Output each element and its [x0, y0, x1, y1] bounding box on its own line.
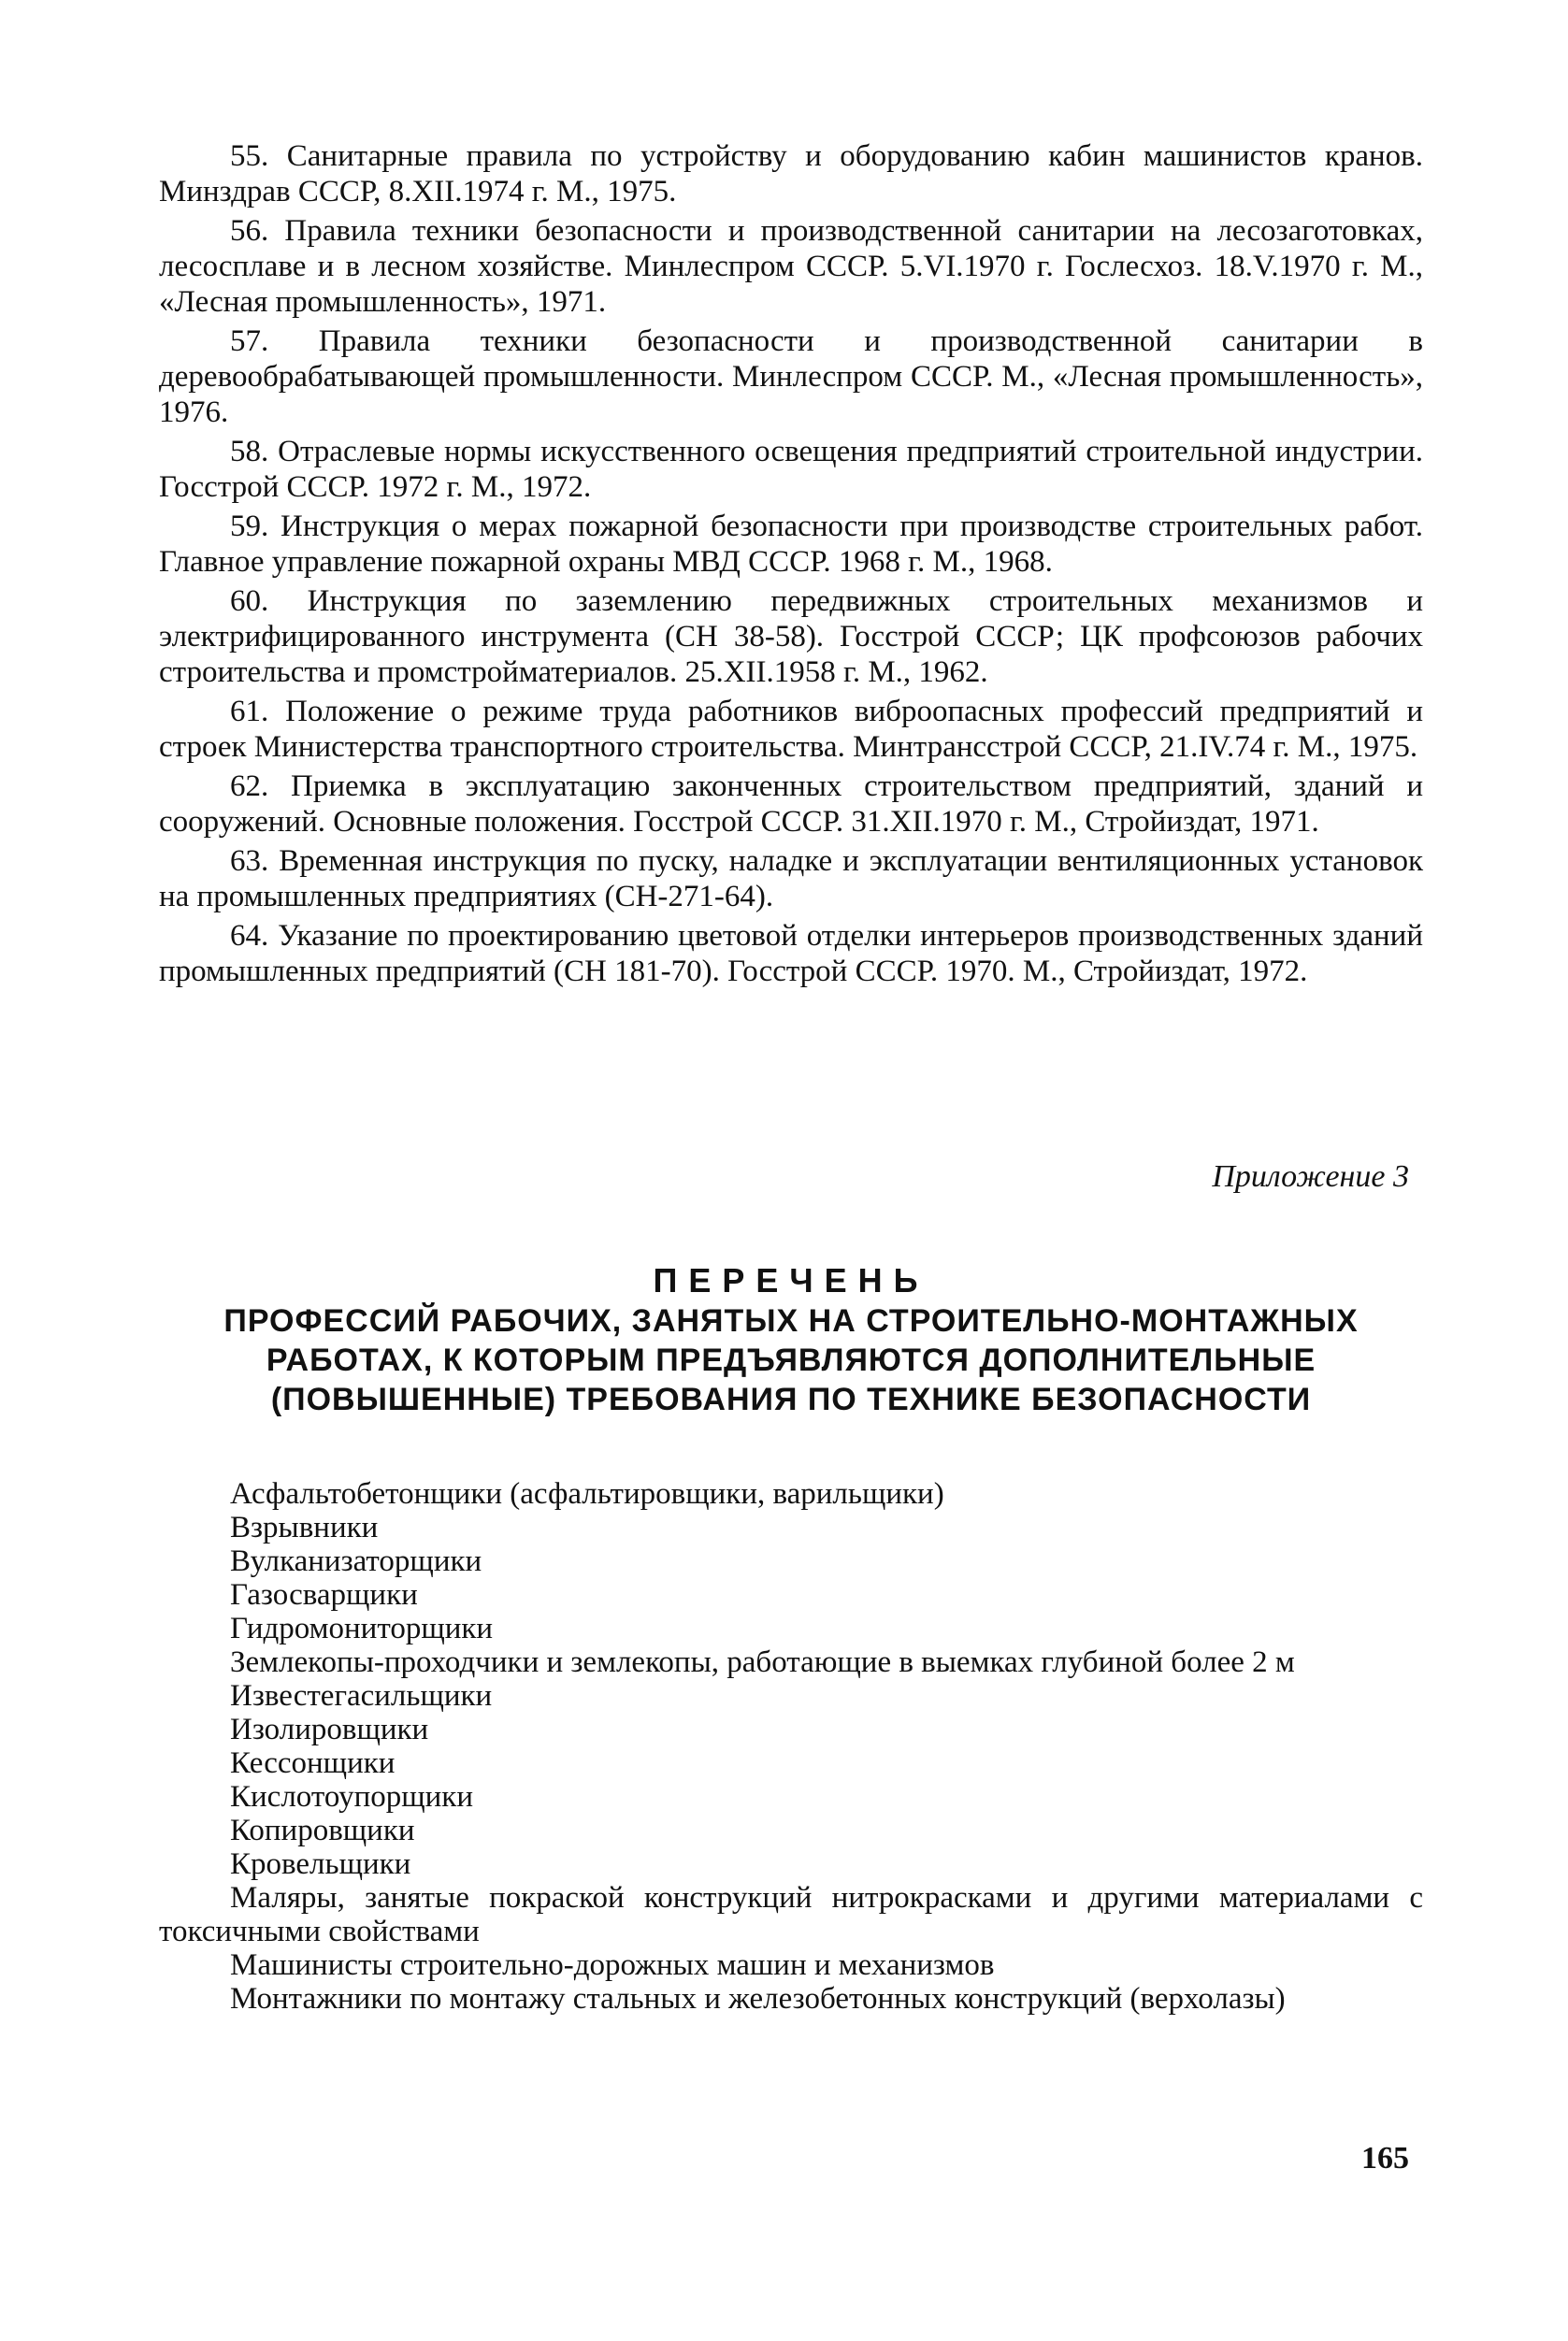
profession-item: Копировщики: [230, 1814, 415, 1847]
reference-item: 61. Положение о режиме труда работников виброопасных профессий предприятий и строек Министерства транспортного строительства. Минтрансстрой СССР, 21.IV.74 г. М., 1975.: [159, 695, 1423, 764]
profession-item: Газосварщики: [230, 1578, 418, 1612]
references-section: [159, 138, 1423, 993]
reference-item: 64. Указание по проектированию цветовой отделки интерьеров производственных зданий промышленных предприятий (СН 181-70). Госстрой СССР. 1970. М., Стройиздат, 1972.: [159, 919, 1423, 988]
profession-item: Изолировщики: [230, 1713, 429, 1746]
professions-list: [159, 1477, 1423, 2016]
reference-item: 62. Приемка в эксплуатацию законченных строительством предприятий, зданий и сооружений. Основные положения. Госстрой СССР. 31.XII.1970 г. М., Стройиздат, 1971.: [159, 769, 1423, 839]
heading-subtitle-line: (ПОВЫШЕННЫЕ) ТРЕБОВАНИЯ ПО ТЕХНИКЕ БЕЗОПАСНОСТИ: [270, 1382, 1312, 1417]
reference-item: 63. Временная инструкция по пуску, наладке и эксплуатации вентиляционных установок на промышленных предприятиях (СН-271-64).: [159, 844, 1423, 913]
page-number: 165: [1361, 2141, 1409, 2176]
profession-item: Машинисты строительно-дорожных машин и механизмов: [230, 1948, 995, 1982]
reference-item: 58. Отраслевые нормы искусственного освещения предприятий строительной индустрии. Госстрой СССР. 1972 г. М., 1972.: [159, 435, 1423, 504]
reference-item: 55. Санитарные правила по устройству и оборудованию кабин машинистов кранов. Минздрав СССР, 8.XII.1974 г. М., 1975.: [159, 139, 1423, 208]
profession-item: Асфальтобетонщики (асфальтировщики, варильщики): [230, 1477, 944, 1511]
heading-subtitle-line: ПРОФЕССИЙ РАБОЧИХ, ЗАНЯТЫХ НА СТРОИТЕЛЬНО-МОНТАЖНЫХ: [223, 1303, 1359, 1339]
section-heading: [159, 1260, 1423, 1419]
profession-item: Гидромониторщики: [230, 1612, 494, 1645]
profession-item: Известегасильщики: [230, 1679, 493, 1713]
appendix-label: Приложение 3: [1212, 1159, 1409, 1194]
heading-title: ПЕРЕЧЕНЬ: [653, 1261, 929, 1300]
profession-item: Кислотоупорщики: [230, 1780, 474, 1814]
profession-item: Землекопы-проходчики и землекопы, работающие в выемках глубиной более 2 м: [230, 1645, 1295, 1679]
profession-item: Маляры, занятые покраской конструкций нитрокрасками и другими материалами с токсичными свойствами: [159, 1881, 1423, 1948]
profession-item: Взрывники: [230, 1511, 379, 1544]
reference-item: 56. Правила техники безопасности и производственной санитарии на лесозаготовках, лесосплаве и в лесном хозяйстве. Минлеспром СССР. 5.VI.1970 г. Гослесхоз. 18.V.1970 г. М., «Лесная промышленность», 1971.: [159, 214, 1423, 319]
profession-item: Монтажники по монтажу стальных и железобетонных конструкций (верхолазы): [230, 1982, 1286, 2016]
reference-item: 59. Инструкция о мерах пожарной безопасности при производстве строительных работ. Главное управление пожарной охраны МВД СССР. 1968 г. М., 1968.: [159, 510, 1423, 579]
reference-item: 60. Инструкция по заземлению передвижных строительных механизмов и электрифицированного инструмента (СН 38-58). Госстрой СССР; ЦК профсоюзов рабочих строительства и промстройматериалов. 25.XII.1958 г. М., 1962.: [159, 584, 1423, 689]
reference-item: 57. Правила техники безопасности и производственной санитарии в деревообрабатывающей промышленности. Минлеспром СССР. М., «Лесная промышленность», 1976.: [159, 324, 1423, 429]
heading-subtitle-line: РАБОТАХ, К КОТОРЫМ ПРЕДЪЯВЛЯЮТСЯ ДОПОЛНИТЕЛЬНЫЕ: [266, 1343, 1316, 1378]
profession-item: Кровельщики: [230, 1847, 411, 1881]
profession-item: Вулканизаторщики: [230, 1544, 482, 1578]
profession-item: Кессонщики: [230, 1746, 396, 1780]
